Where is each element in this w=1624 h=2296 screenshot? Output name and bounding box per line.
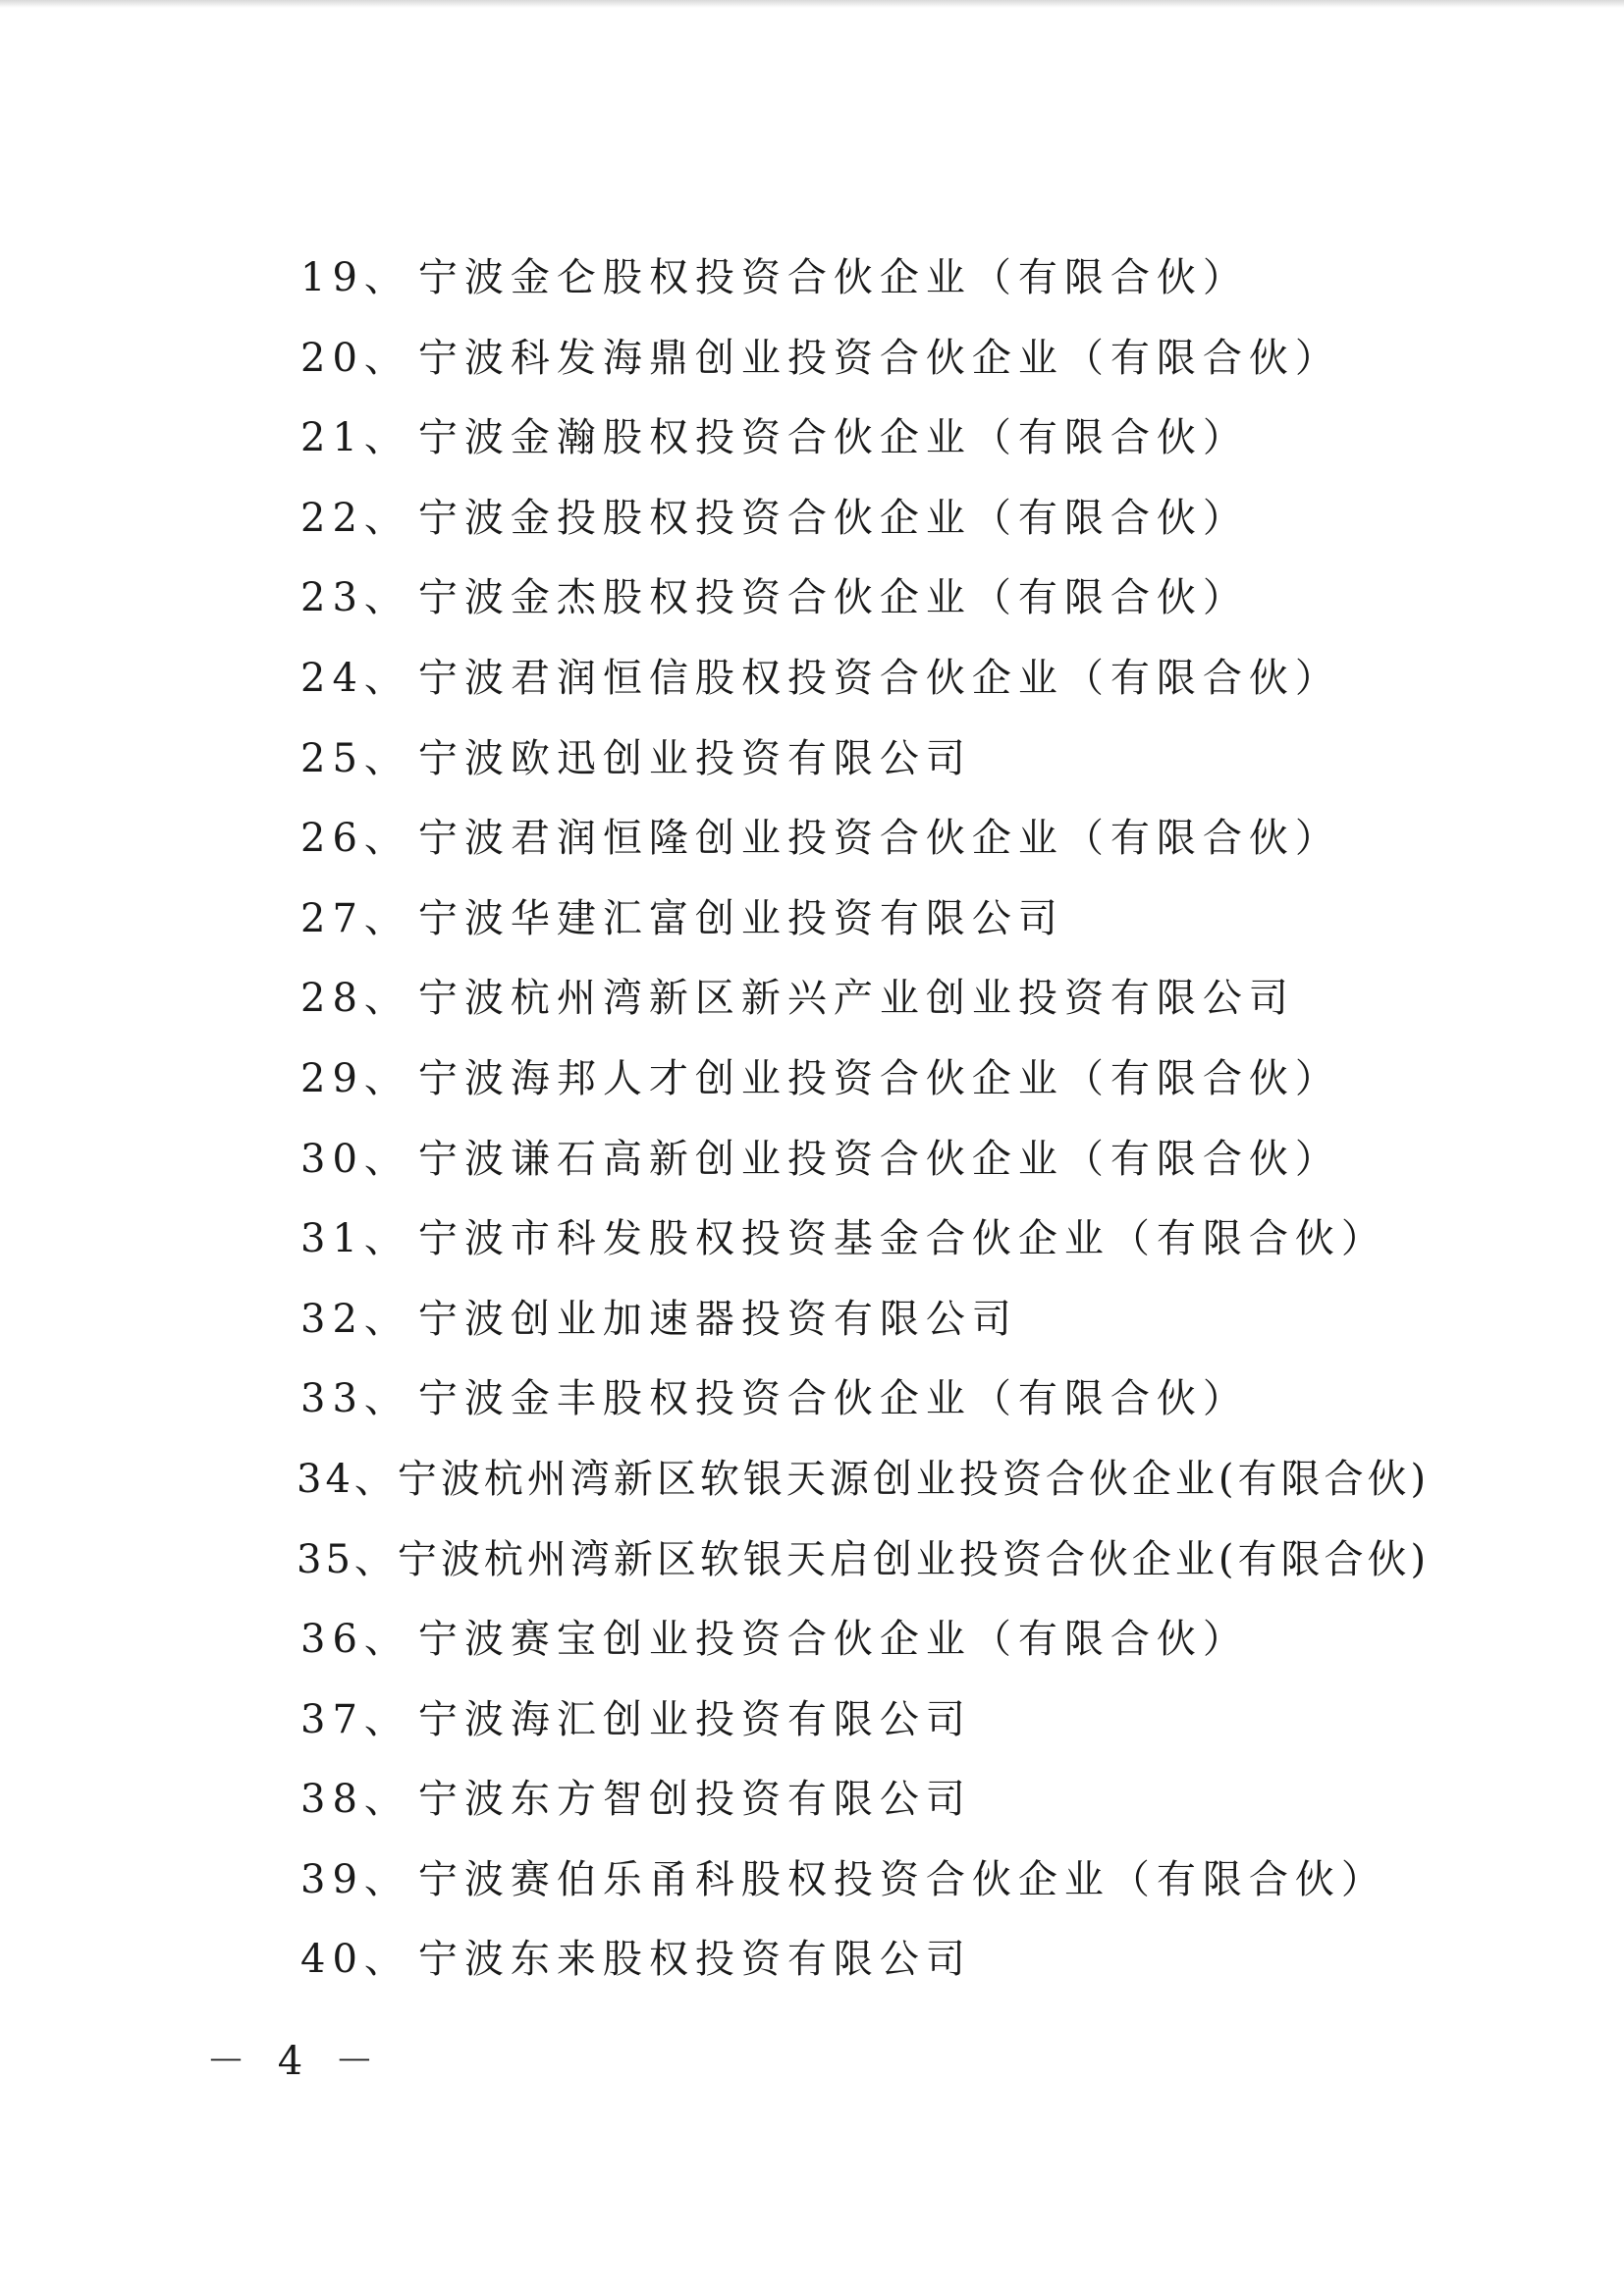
item-name: 宁波市科发股权投资基金合伙企业（有限合伙） <box>417 1216 1387 1262</box>
item-number: 37 <box>300 1696 364 1742</box>
item-separator: 、 <box>363 415 410 461</box>
item-number: 40 <box>300 1937 364 1983</box>
item-name: 宁波金丰股权投资合伙企业（有限合伙） <box>417 1376 1249 1422</box>
item-number: 34 <box>297 1456 354 1502</box>
item-name: 宁波杭州湾新区软银天源创业投资合伙企业(有限合伙) <box>397 1456 1431 1502</box>
list-item <box>300 1607 1479 1687</box>
item-name: 宁波谦石高新创业投资合伙企业（有限合伙） <box>417 1136 1341 1182</box>
item-number: 36 <box>300 1617 364 1663</box>
item-name: 宁波华建汇富创业投资有限公司 <box>417 895 1064 941</box>
list-item <box>300 726 1479 807</box>
item-name: 宁波东来股权投资有限公司 <box>417 1937 972 1983</box>
item-number: 25 <box>300 735 364 781</box>
item-number: 30 <box>300 1136 364 1182</box>
list-item <box>300 565 1479 646</box>
item-name: 宁波科发海鼎创业投资合伙企业（有限合伙） <box>417 335 1341 381</box>
item-number: 39 <box>300 1856 364 1902</box>
item-number: 27 <box>300 895 364 941</box>
list-item <box>300 966 1479 1046</box>
item-number: 31 <box>300 1216 364 1262</box>
item-number: 24 <box>300 655 364 701</box>
item-separator: 、 <box>363 255 410 300</box>
item-separator: 、 <box>363 1617 410 1663</box>
list-item <box>300 1046 1479 1127</box>
item-separator: 、 <box>363 335 410 381</box>
item-separator: 、 <box>363 1136 410 1182</box>
item-number: 22 <box>300 495 364 541</box>
list-item <box>300 646 1479 726</box>
item-separator: 、 <box>363 655 410 701</box>
item-name: 宁波金投股权投资合伙企业（有限合伙） <box>417 495 1249 541</box>
list-item <box>300 1127 1479 1207</box>
item-name: 宁波金杰股权投资合伙企业（有限合伙） <box>417 575 1249 621</box>
item-separator: 、 <box>363 976 410 1022</box>
item-number: 23 <box>300 575 364 621</box>
list-item <box>300 1847 1479 1928</box>
item-number: 19 <box>300 255 364 300</box>
item-separator: 、 <box>363 1777 410 1823</box>
item-separator: 、 <box>363 895 410 941</box>
item-separator: 、 <box>363 1055 410 1101</box>
item-name: 宁波金仑股权投资合伙企业（有限合伙） <box>417 255 1249 300</box>
list-item <box>300 1767 1479 1847</box>
item-name: 宁波君润恒信股权投资合伙企业（有限合伙） <box>417 655 1341 701</box>
page-number: － 4 － <box>206 2039 384 2084</box>
item-number: 33 <box>300 1376 364 1422</box>
list-item <box>300 1927 1479 2007</box>
item-name: 宁波海邦人才创业投资合伙企业（有限合伙） <box>417 1055 1341 1101</box>
item-name: 宁波欧迅创业投资有限公司 <box>417 735 972 781</box>
item-name: 宁波赛伯乐甬科股权投资合伙企业（有限合伙） <box>417 1856 1387 1902</box>
list-item <box>300 486 1479 566</box>
item-number: 38 <box>300 1777 364 1823</box>
item-name: 宁波创业加速器投资有限公司 <box>417 1296 1018 1342</box>
list-item <box>300 1687 1479 1768</box>
entity-list <box>297 245 1479 2007</box>
item-separator: 、 <box>363 1856 410 1902</box>
item-separator: 、 <box>353 1536 398 1582</box>
item-separator: 、 <box>363 575 410 621</box>
item-number: 29 <box>300 1055 364 1101</box>
item-separator: 、 <box>363 1216 410 1262</box>
list-item <box>300 1287 1479 1367</box>
item-separator: 、 <box>363 495 410 541</box>
list-item <box>300 1366 1479 1447</box>
item-separator: 、 <box>363 1376 410 1422</box>
item-name: 宁波杭州湾新区软银天启创业投资合伙企业(有限合伙) <box>397 1536 1431 1582</box>
list-item <box>300 886 1479 967</box>
list-item <box>300 326 1479 406</box>
list-item <box>300 405 1479 486</box>
item-number: 32 <box>300 1296 364 1342</box>
item-name: 宁波东方智创投资有限公司 <box>417 1777 972 1823</box>
list-item <box>300 1206 1479 1287</box>
item-name: 宁波金瀚股权投资合伙企业（有限合伙） <box>417 415 1249 461</box>
list-item <box>300 245 1479 326</box>
item-separator: 、 <box>353 1456 398 1502</box>
item-number: 35 <box>297 1536 354 1582</box>
item-number: 28 <box>300 976 364 1022</box>
item-separator: 、 <box>363 1696 410 1742</box>
item-number: 26 <box>300 816 364 862</box>
item-separator: 、 <box>363 1296 410 1342</box>
item-name: 宁波海汇创业投资有限公司 <box>417 1696 972 1742</box>
item-name: 宁波君润恒隆创业投资合伙企业（有限合伙） <box>417 816 1341 862</box>
item-separator: 、 <box>363 735 410 781</box>
item-separator: 、 <box>363 816 410 862</box>
item-name: 宁波赛宝创业投资合伙企业（有限合伙） <box>417 1617 1249 1663</box>
list-item <box>297 1527 1479 1608</box>
item-separator: 、 <box>363 1937 410 1983</box>
item-number: 20 <box>300 335 364 381</box>
list-item <box>300 806 1479 886</box>
item-number: 21 <box>300 415 364 461</box>
item-name: 宁波杭州湾新区新兴产业创业投资有限公司 <box>417 976 1295 1022</box>
list-item <box>297 1447 1479 1527</box>
